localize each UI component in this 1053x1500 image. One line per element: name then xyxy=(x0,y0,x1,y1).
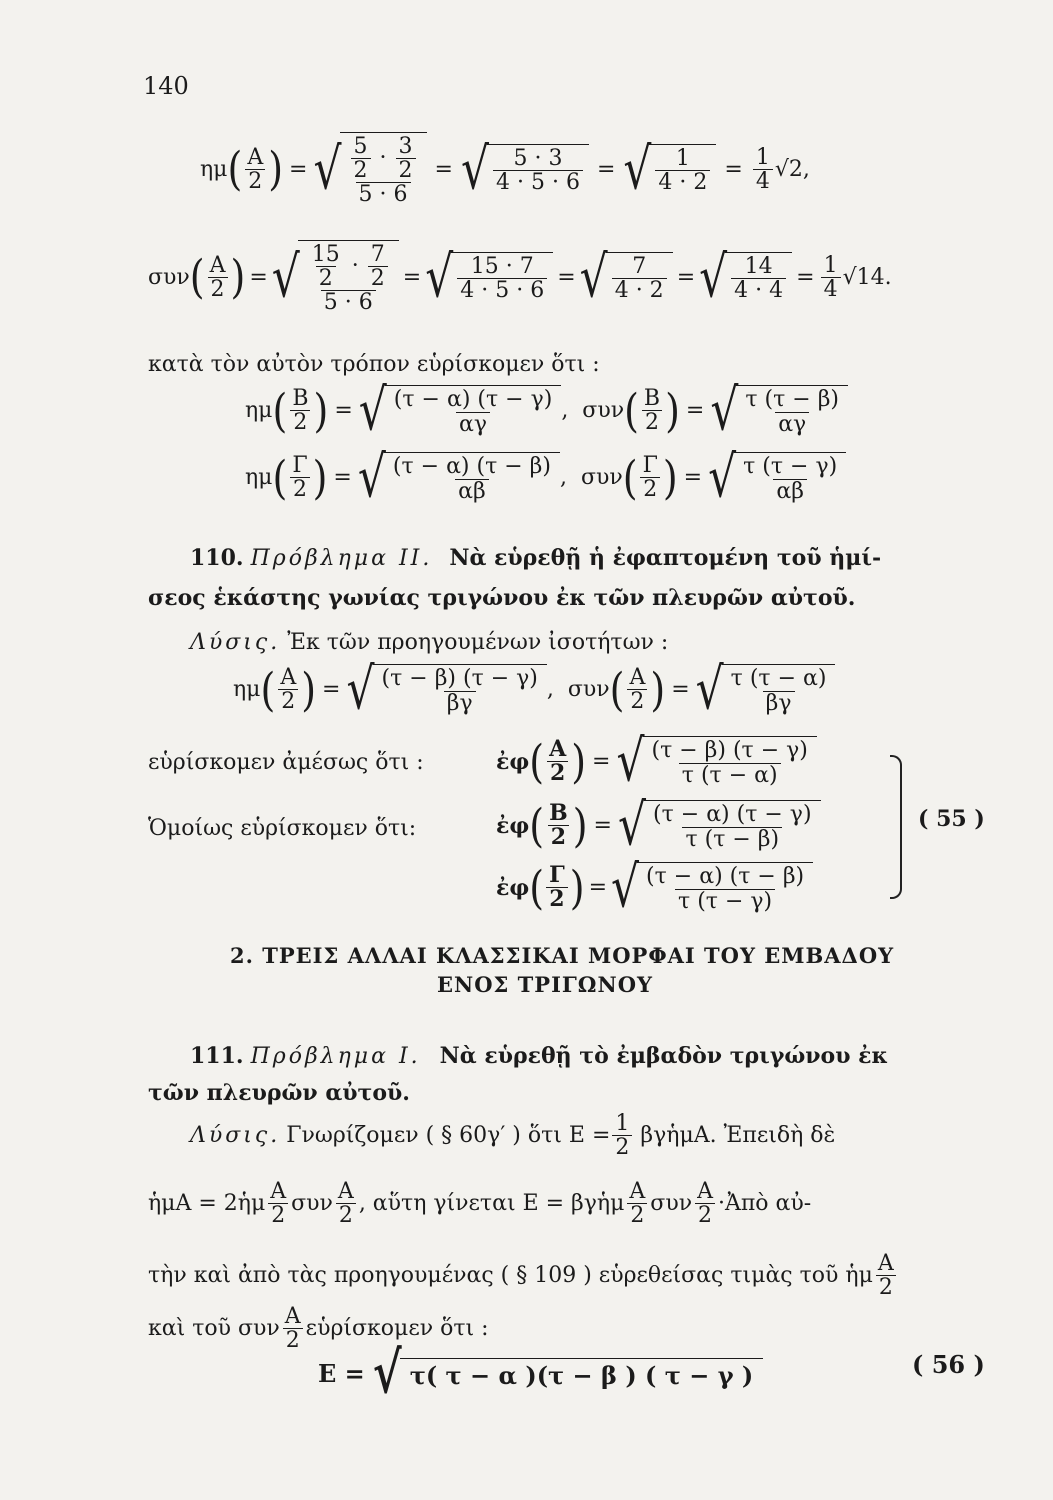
equation-tan-half-b: ἐφ ( $\frac{B}{2}$ ) = √ $\frac{(\tau - \alpha) (\tau - \gamma)}{\tau (\tau - \beta)}$ xyxy=(496,800,821,851)
sqrt-icon: √ xyxy=(710,377,739,444)
half-angle-frac: $\frac{A}{2}$ xyxy=(244,146,266,193)
sqrt-icon: √ xyxy=(611,854,640,921)
right-brace-icon xyxy=(890,755,902,899)
sin-label: ημ xyxy=(200,156,228,182)
sqrt-icon: √ xyxy=(313,135,342,203)
radicand: $\frac{5}{2}$ · $\frac{3}{2}$ 5 · 6 xyxy=(340,132,427,206)
sqrt-icon: √ xyxy=(271,243,300,311)
equation-half-a-general: ημ ( $\frac{A}{2}$ ) = √ $\frac{(\tau - \beta) (\tau - \gamma)}{\beta\gamma}$ , συν ( $\frac{A}{2}$ ) = √ $\frac{\tau (\tau - \alpha)}{\beta\gamma}$ xyxy=(233,664,835,715)
sqrt-icon: √ xyxy=(346,656,375,723)
equation-cos-half-a-numeric: συν ( $\frac{A}{2}$ ) = √ $\frac{15}{2}$ · $\frac{7}{2}$ 5 · 6 = √ $\frac{15 \cdot 7}{4 \cdot 5 \cdot 6}$ = √ $\frac{7}{4 \cdot 2}$ = √ $\frac{14}{4 \cdot 4}$ = $\frac{1}{4}$ √14. xyxy=(148,242,892,316)
equation-number-55: ( 55 ) xyxy=(918,806,985,832)
sqrt-icon: √ xyxy=(617,792,647,859)
section-111-line4: καὶ τοῦ συν $\frac{A}{2}$ εὑρίσκομεν ὅτι : xyxy=(148,1304,489,1354)
sqrt-icon: √ xyxy=(358,377,387,444)
section-111-title: 111. Πρόβλημα Ι. Νὰ εὑρεθῇ τὸ ἐμβαδὸν τριγώνου ἐκ xyxy=(190,1043,889,1069)
intro-line: κατὰ τὸν αὐτὸν τρόπον εὑρίσκομεν ὅτι : xyxy=(148,352,600,377)
section-111-line3: τὴν καὶ ἀπὸ τὰς προηγουμένας ( § 109 ) εὑρεθείσας τιμὰς τοῦ ἡμ $\frac{A}{2}$ xyxy=(148,1252,899,1299)
section-heading-line1: 2. ΤΡΕΙΣ ΑΛΛΑΙ ΚΛΑΣΣΙΚΑΙ ΜΟΡΦΑΙ ΤΟΥ ΕΜΒΑΔΟΥ xyxy=(230,943,895,968)
paren-open: ( xyxy=(227,142,243,196)
paren-close: ) xyxy=(268,142,284,196)
cos-label: συν xyxy=(148,264,190,290)
equation-tan-half-g: ἐφ ( $\frac{\Gamma}{2}$ ) = √ $\frac{(\tau - \alpha) (\tau - \beta)}{\tau (\tau - \gamma)}$ xyxy=(496,862,813,913)
equation-half-g: ημ ( $\frac{\Gamma}{2}$ ) = √ $\frac{(\tau - \alpha) (\tau - \beta)}{\alpha\beta}$ , συν ( $\frac{\Gamma}{2}$ ) = √ $\frac{\tau (\tau - \gamma)}{\alpha\beta}$ xyxy=(245,452,846,503)
section-111-line1: Λύσις. Γνωρίζομεν ( § 60γ′ ) ὅτι Ε = $\frac{1}{2}$ βγἡμΑ. Ἐπειδὴ δὲ xyxy=(190,1111,836,1161)
section-110-lysis: Λύσις. Ἐκ τῶν προηγουμένων ἰσοτήτων : xyxy=(190,630,669,655)
sqrt-icon: √ xyxy=(579,243,608,311)
sqrt-icon: √ xyxy=(623,135,652,203)
section-111-title-cont: τῶν πλευρῶν αὐτοῦ. xyxy=(148,1080,410,1106)
section-heading-line2: ΕΝΟΣ ΤΡΙΓΩΝΟΥ xyxy=(437,972,653,997)
sqrt-icon: √ xyxy=(616,728,645,795)
section-111-line2: ἡμΑ = 2ἡμ $\frac{A}{2}$ συν $\frac{A}{2}$ , αὕτη γίνεται Ε = βγἡμ $\frac{A}{2}$ συν $\frac{A}{2}$ ·Ἀπὸ αὐ- xyxy=(148,1179,812,1229)
section-110-title: 110. Πρόβλημα ΙΙ. Νὰ εὑρεθῇ ἡ ἐφαπτομένη τοῦ ἡμί- xyxy=(190,545,882,571)
sqrt-icon: √ xyxy=(695,656,724,723)
heron-formula: Ε = √ τ( τ − α )(τ − β ) ( τ − γ ) xyxy=(318,1348,763,1399)
equation-sin-half-a-numeric: ημ ( $\frac{A}{2}$ ) = √ $\frac{5}{2}$ · $\frac{3}{2}$ 5 · 6 = √ $\frac{5 \cdot 3}{4 \cdot 5 \cdot 6}$ = √ $\frac{1}{4 \cdot 2}$ = $\frac{1}{4}$ √2, xyxy=(200,134,810,208)
sqrt-icon: √ xyxy=(372,1340,402,1407)
found-direct-label: εὑρίσκομεν ἀμέσως ὅτι : xyxy=(148,750,424,775)
sqrt-icon: √ xyxy=(699,243,728,311)
sqrt-icon: √ xyxy=(460,135,489,203)
section-110-title-cont: σεος ἑκάστης γωνίας τριγώνου ἐκ τῶν πλευρῶν αὐτοῦ. xyxy=(148,585,856,611)
equation-tan-half-a: ἐφ ( $\frac{A}{2}$ ) = √ $\frac{(\tau - \beta) (\tau - \gamma)}{\tau (\tau - \alpha)}$ xyxy=(496,736,817,787)
sqrt-icon: √ xyxy=(708,444,737,511)
sqrt-icon: √ xyxy=(357,444,386,511)
found-similar-label: Ὁμοίως εὑρίσκομεν ὅτι: xyxy=(148,816,417,841)
equation-number-56: ( 56 ) xyxy=(912,1350,985,1379)
page-number: 140 xyxy=(143,72,189,100)
sqrt-icon: √ xyxy=(425,243,454,311)
equation-half-b: ημ ( $\frac{B}{2}$ ) = √ $\frac{(\tau - \alpha) (\tau - \gamma)}{\alpha\gamma}$ , συν ( $\frac{B}{2}$ ) = √ $\frac{\tau (\tau - \beta)}{\alpha\gamma}$ xyxy=(245,385,848,436)
